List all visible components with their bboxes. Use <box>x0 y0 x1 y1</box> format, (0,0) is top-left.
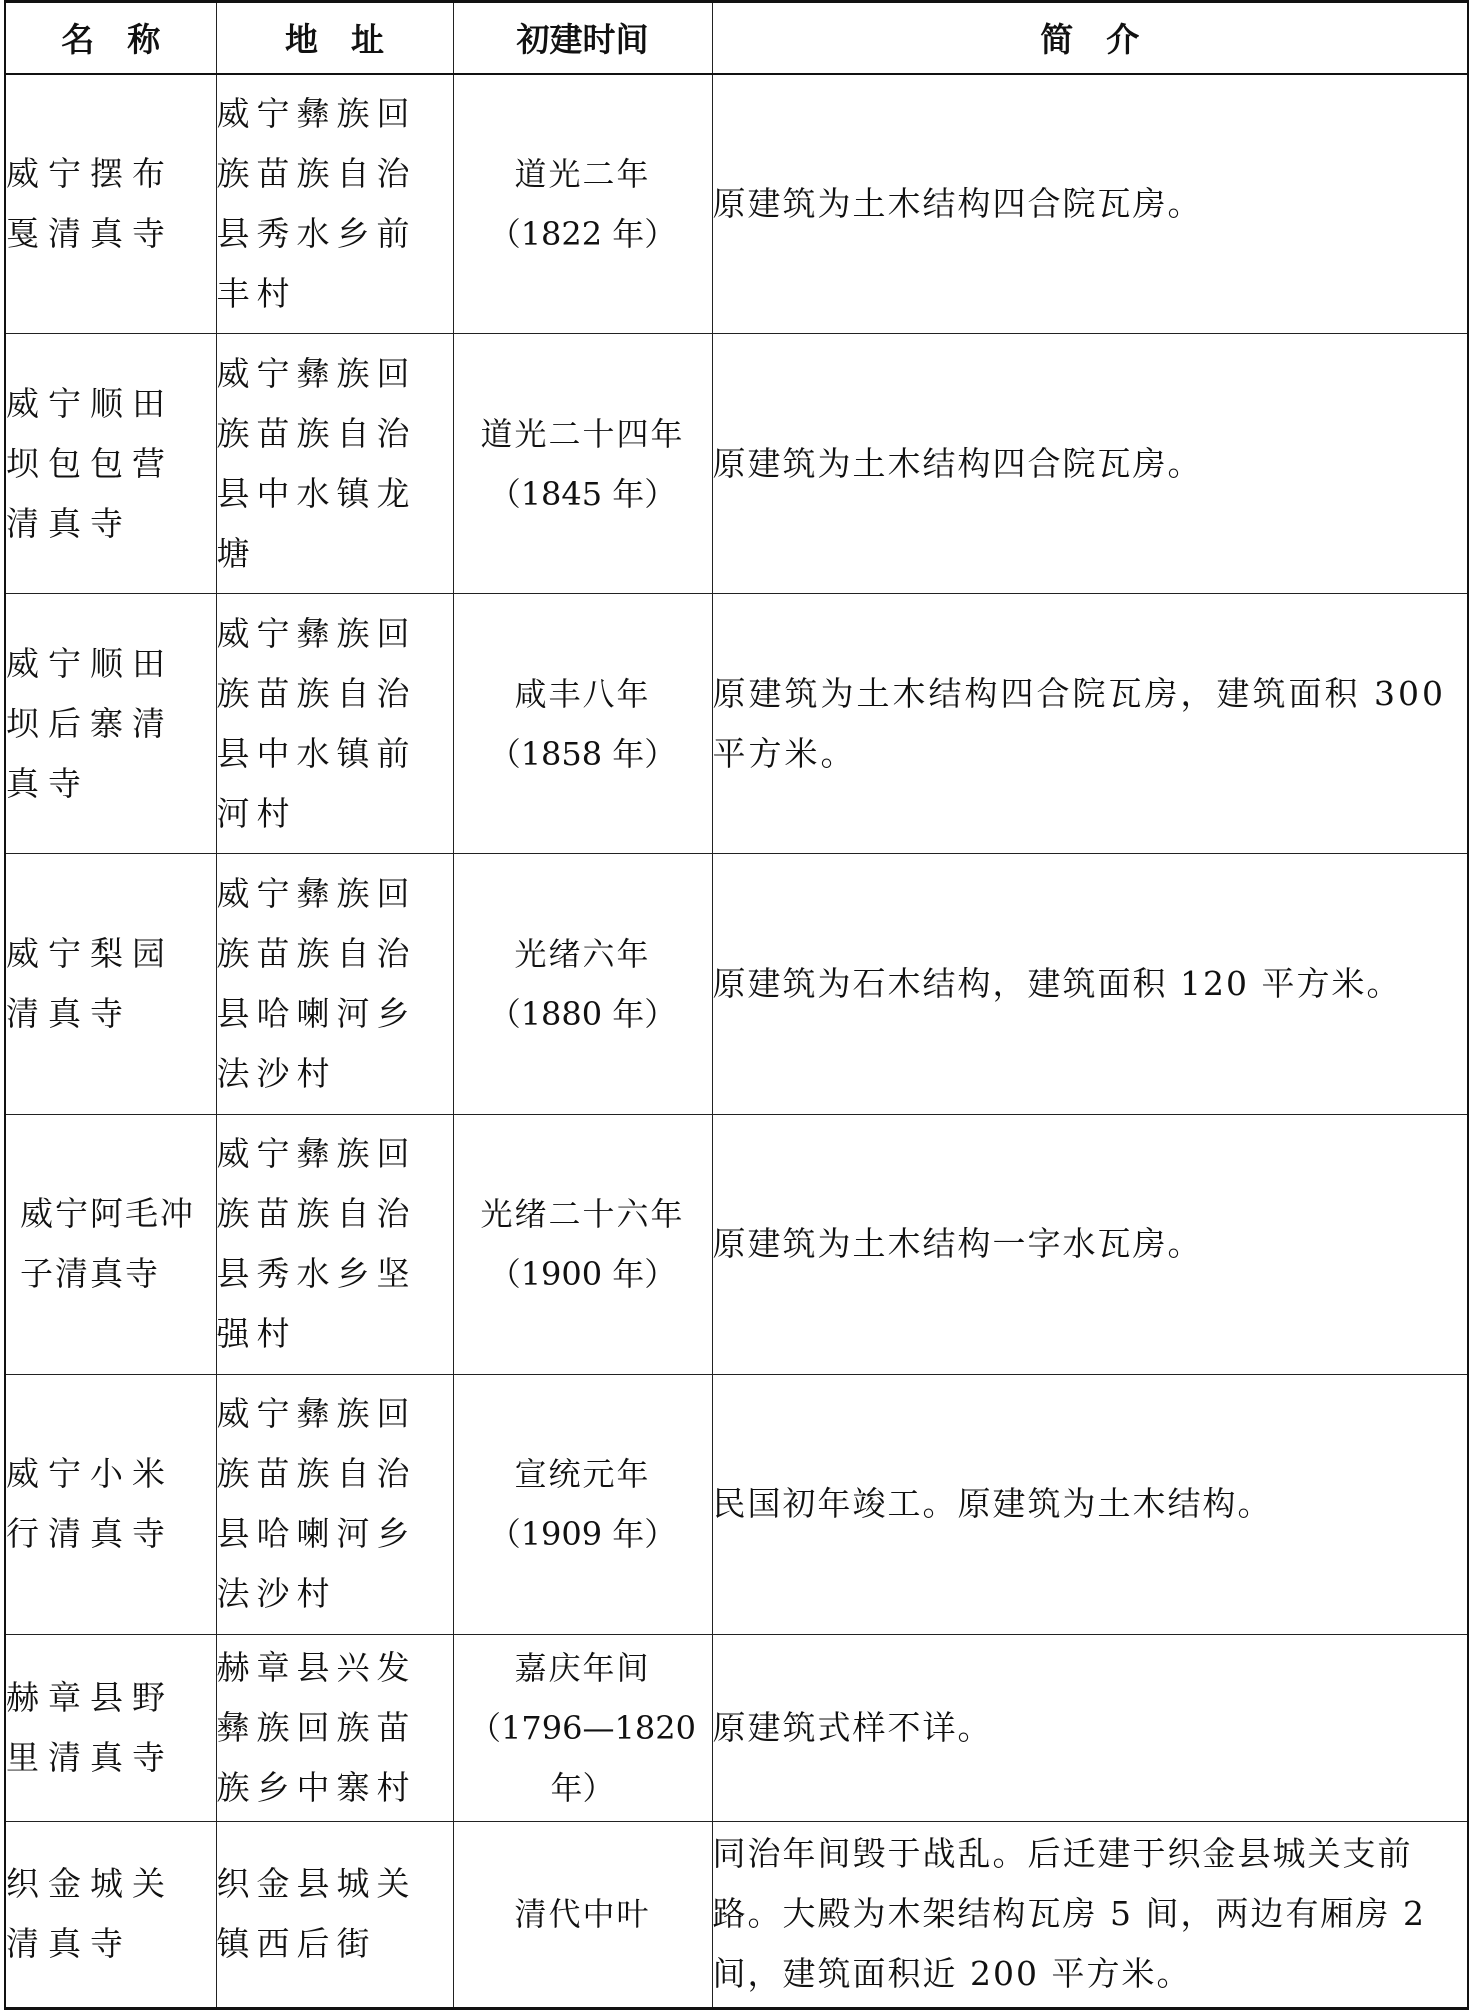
built-time <box>453 854 712 1114</box>
header-summary: 简 介 <box>712 2 1468 74</box>
built-era: 清代中叶 <box>514 1895 651 1934</box>
built-time <box>453 1821 712 2008</box>
table-row <box>5 854 1468 1114</box>
table-row <box>5 74 1468 334</box>
mosque-address: 威宁彝族回族苗族自治县哈喇河乡法沙村 <box>216 854 453 1114</box>
table-row <box>5 1634 1468 1821</box>
mosque-summary: 同治年间毁于战乱。后迁建于织金县城关支前路。大殿为木架结构瓦房 5 间，两边有厢房 2 间，建筑面积近 200 平方米。 <box>712 1821 1468 2008</box>
built-year: （1858 年） <box>488 734 677 773</box>
built-era: 光绪六年 <box>514 934 651 973</box>
mosque-name: 赫章县野里清真寺 <box>5 1634 216 1821</box>
table-row <box>5 1821 1468 2008</box>
built-time <box>453 594 712 854</box>
mosque-summary: 民国初年竣工。原建筑为土木结构。 <box>712 1374 1468 1634</box>
built-year: （1900 年） <box>488 1255 677 1294</box>
mosque-summary: 原建筑为土木结构一字水瓦房。 <box>712 1114 1468 1374</box>
built-time <box>453 1114 712 1374</box>
mosque-name: 织金城关清真寺 <box>5 1821 216 2008</box>
mosque-name: 威宁小米行清真寺 <box>5 1374 216 1634</box>
header-row <box>5 2 1468 74</box>
mosque-address: 织金县城关镇西后街 <box>216 1821 453 2008</box>
mosque-address: 威宁彝族回族苗族自治县秀水乡坚强村 <box>216 1114 453 1374</box>
built-year: （1845 年） <box>488 474 677 513</box>
built-time <box>453 74 712 334</box>
mosque-name: 威宁顺田坝包包营清真寺 <box>5 334 216 594</box>
mosque-summary: 原建筑式样不详。 <box>712 1634 1468 1821</box>
mosque-name: 威宁顺田坝后寨清真寺 <box>5 594 216 854</box>
built-year: （1822 年） <box>488 214 677 253</box>
built-time <box>453 334 712 594</box>
header-name: 名 称 <box>5 2 216 74</box>
mosque-address: 威宁彝族回族苗族自治县中水镇前河村 <box>216 594 453 854</box>
built-year: （1796—1820 年） <box>469 1708 696 1807</box>
built-era: 嘉庆年间 <box>514 1648 651 1687</box>
mosque-summary: 原建筑为土木结构四合院瓦房，建筑面积 300 平方米。 <box>712 594 1468 854</box>
table-row <box>5 1374 1468 1634</box>
built-era: 咸丰八年 <box>514 674 651 713</box>
mosque-summary: 原建筑为土木结构四合院瓦房。 <box>712 74 1468 334</box>
table-row <box>5 594 1468 854</box>
built-time <box>453 1374 712 1634</box>
built-era: 道光二十四年 <box>480 414 685 453</box>
built-year: （1880 年） <box>488 994 677 1033</box>
mosque-summary: 原建筑为石木结构，建筑面积 120 平方米。 <box>712 854 1468 1114</box>
mosque-address: 威宁彝族回族苗族自治县哈喇河乡法沙村 <box>216 1374 453 1634</box>
mosque-address: 赫章县兴发彝族回族苗族乡中寨村 <box>216 1634 453 1821</box>
header-built-time: 初建时间 <box>453 2 712 74</box>
table-row <box>5 334 1468 594</box>
mosque-name: 威宁阿毛冲子清真寺 <box>5 1114 216 1374</box>
built-era: 道光二年 <box>514 154 651 193</box>
built-era: 光绪二十六年 <box>480 1195 685 1234</box>
mosque-summary: 原建筑为土木结构四合院瓦房。 <box>712 334 1468 594</box>
mosque-address: 威宁彝族回族苗族自治县秀水乡前丰村 <box>216 74 453 334</box>
mosque-name: 威宁梨园清真寺 <box>5 854 216 1114</box>
mosque-address: 威宁彝族回族苗族自治县中水镇龙塘 <box>216 334 453 594</box>
mosque-table <box>4 0 1469 2010</box>
built-time <box>453 1634 712 1821</box>
built-era: 宣统元年 <box>514 1455 651 1494</box>
table-row <box>5 1114 1468 1374</box>
built-year: （1909 年） <box>488 1515 677 1554</box>
header-address: 地 址 <box>216 2 453 74</box>
mosque-name: 威宁摆布戛清真寺 <box>5 74 216 334</box>
